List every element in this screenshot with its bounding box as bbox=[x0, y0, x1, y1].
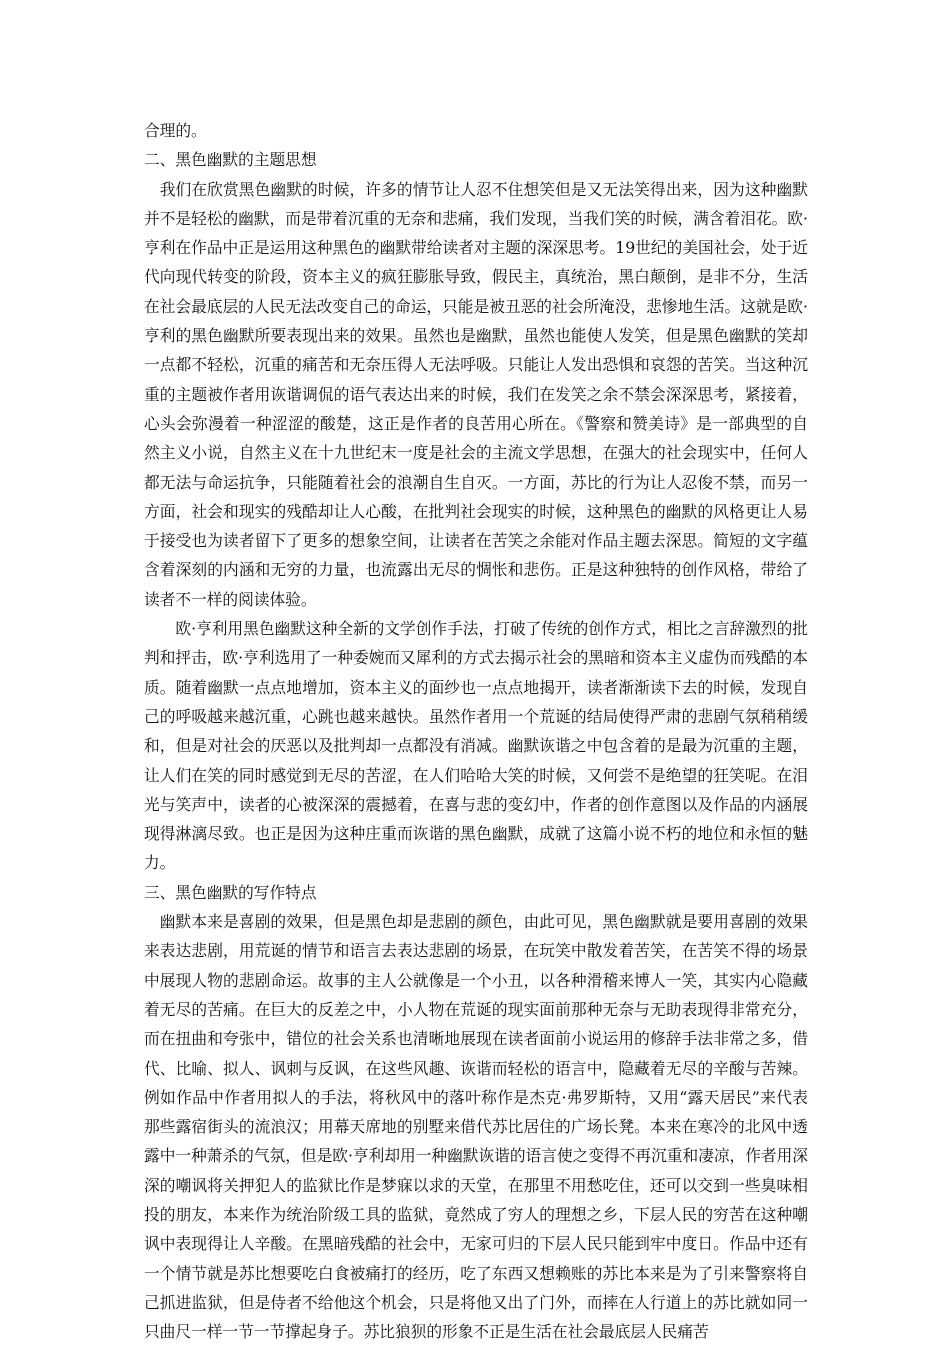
section-heading-2: 二、黑色幽默的主题思想 bbox=[144, 150, 317, 170]
paragraph-continuation: 合理的。 bbox=[144, 121, 207, 140]
section-heading-3: 三、黑色幽默的写作特点 bbox=[144, 882, 317, 902]
paragraph-features-1: 幽默本来是喜剧的效果，但是黑色却是悲剧的颜色，由此可见，黑色幽默就是要用喜剧的效果来表达悲剧，用荒诞的情节和语言去表达悲剧的场景，在玩笑中散发着苦笑，在苦笑不得的场景中展现人物的悲剧命运。故事的主人公就像是一个小丑，以各种滑稽来博人一笑，其实内心隐藏着无尽的苦痛。在巨大的反差之中，小人物在荒诞的现实面前那种无奈与无助表现得非常充分，而在扭曲和夸张中，错位的社会关系也清晰地展现在读者面前小说运用的修辞手法非常之多，借代、比喻、拟人、讽刺与反讽，在这些风趣、诙谐而轻松的语言中，隐藏着无尽的辛酸与苦辣。例如作品中作者用拟人的手法，将秋风中的落叶称作是杰克·弗罗斯特，又用“露天居民”来代表那些露宿街头的流浪汉；用幕天席地的别墅来借代苏比居住的广场长凳。本来在寒冷的北风中透露中一种萧杀的气氛，但是欧·亨利却用一种幽默诙谐的语言使之变得不再沉重和凄凉，作者用深深的嘲讽将关押犯人的监狱比作是梦寐以求的天堂，在那里不用愁吃住，还可以交到一些臭味相投的朋友，本来作为统治阶级工具的监狱，竟然成了穷人的理想之乡，下层人民的穷苦在这种嘲讽中表现得让人辛酸。在黑暗残酷的社会中，无家可归的下层人民只能到牢中度日。作品中还有一个情节就是苏比想要吃白食被痛打的经历，吃了东西又想赖账的苏比本来是为了引来警察将自己抓进监狱，但是侍者不给他这个机会，只是将他又出了门外，而摔在人行道上的苏比就如同一只曲尺一样一节一节撑起身子。苏比狼狈的形象不正是生活在社会最底层人民痛苦 bbox=[144, 912, 808, 1342]
paragraph-theme-2: 欧·亨利用黑色幽默这种全新的文学创作手法，打破了传统的创作方式，相比之言辞激烈的批判和抨击，欧·亨利选用了一种委婉而又犀利的方式去揭示社会的黑暗和资本主义虚伪而残酷的本质。随着幽默一点点地增加，资本主义的面纱也一点点地揭开，读者渐渐读下去的时候，发现自己的呼吸越来越沉重，心跳也越来越快。虽然作者用一个荒诞的结局使得严肃的悲剧气氛稍稍缓和，但是对社会的厌恶以及批判却一点都没有消减。幽默诙谐之中包含着的是最为沉重的主题，让人们在笑的同时感觉到无尽的苦涩，在人们哈哈大笑的时候，又何尝不是绝望的狂笑呢。在泪光与笑声中，读者的心被深深的震撼着，在喜与悲的变幻中，作者的创作意图以及作品的内涵展现得淋漓尽致。也正是因为这种庄重而诙谐的黑色幽默，成就了这篇小说不朽的地位和永恒的魅力。 bbox=[144, 619, 808, 873]
document-body bbox=[144, 116, 808, 1346]
paragraph-theme-1: 我们在欣赏黑色幽默的时候，许多的情节让人忍不住想笑但是又无法笑得出来，因为这种幽默并不是轻松的幽默，而是带着沉重的无奈和悲痛，我们发现，当我们笑的时候，满含着泪花。欧·亨利在作品中正是运用这种黑色的幽默带给读者对主题的深深思考。19世纪的美国社会，处于近代向现代转变的阶段，资本主义的疯狂膨胀导致，假民主，真统治，黑白颠倒，是非不分，生活在社会最底层的人民无法改变自己的命运，只能是被丑恶的社会所淹没，悲惨地生活。这就是欧·亨利的黑色幽默所要表现出来的效果。虽然也是幽默，虽然也能使人发笑，但是黑色幽默的笑却一点都不轻松，沉重的痛苦和无奈压得人无法呼吸。只能让人发出恐惧和哀怨的苦笑。当这种沉重的主题被作者用诙谐调侃的语气表达出来的时候，我们在发笑之余不禁会深深思考，紧接着，心头会弥漫着一种涩涩的酸楚，这正是作者的良苦用心所在。《警察和赞美诗》是一部典型的自然主义小说，自然主义在十九世纪末一度是社会的主流文学思想，在强大的社会现实中，任何人都无法与命运抗争，只能随着社会的浪潮自生自灭。一方面，苏比的行为让人忍俊不禁，而另一方面，社会和现实的残酷却让人心酸，在批判社会现实的时候，这种黑色的幽默的风格更让人易于接受也为读者留下了更多的想象空间，让读者在苦笑之余能对作品主题去深思。简短的文字蕴含着深刻的内涵和无穷的力量，也流露出无尽的惆怅和悲伤。正是这种独特的创作风格，带给了读者不一样的阅读体验。 bbox=[144, 179, 808, 609]
